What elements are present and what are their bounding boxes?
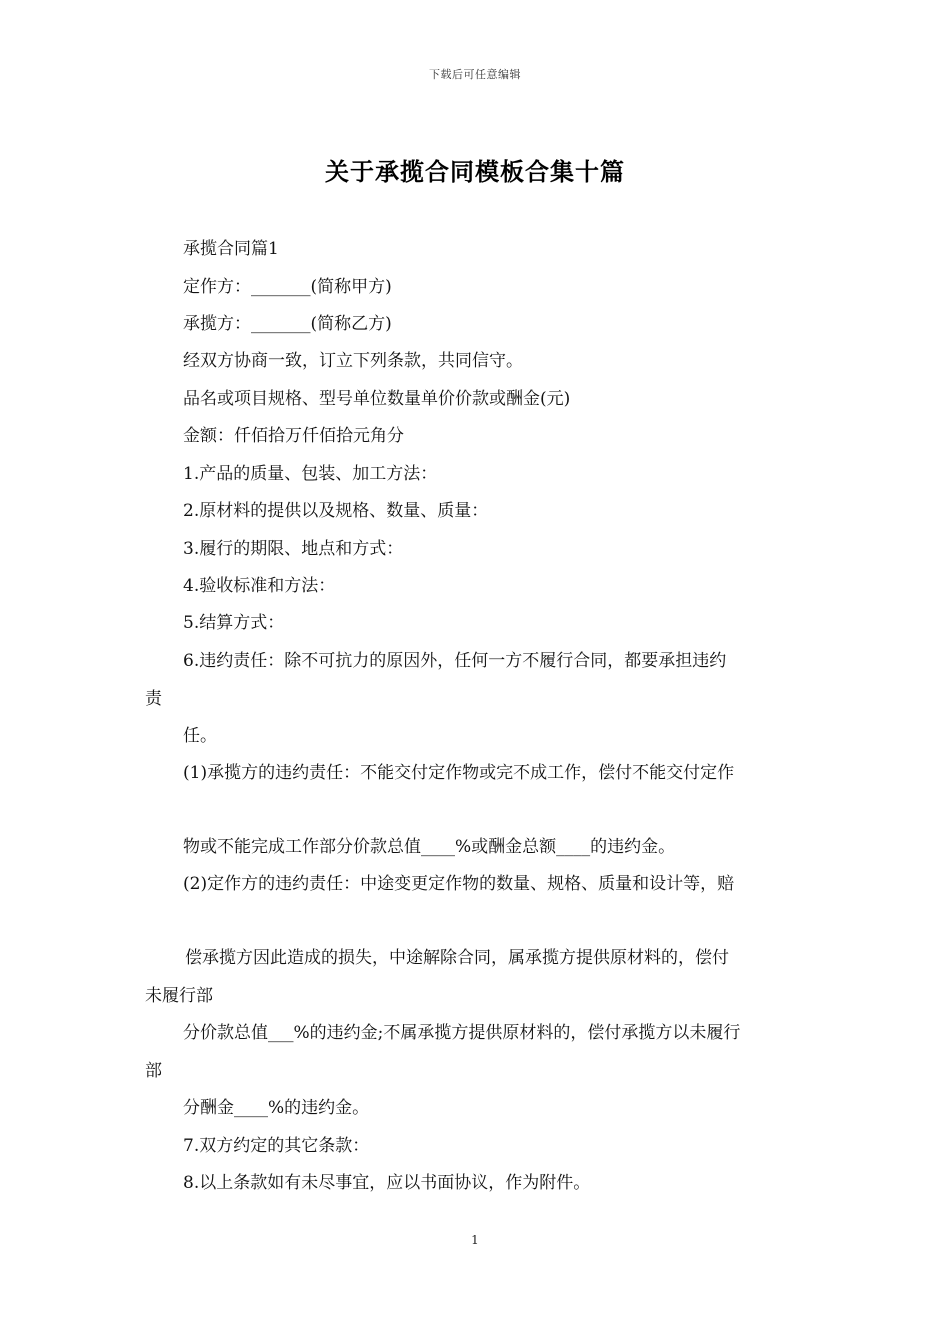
paragraph-line-wrap: 责	[145, 689, 162, 709]
header-note: 下载后可任意编辑	[429, 68, 521, 81]
page-number: 1	[471, 1233, 479, 1247]
paragraph-line: 定作方：_______(简称甲方)	[183, 277, 392, 297]
paragraph-line: (1)承揽方的违约责任：不能交付定作物或完不成工作，偿付不能交付定作	[183, 763, 735, 783]
paragraph-line: 分酬金____%的违约金。	[183, 1098, 370, 1118]
paragraph-line: 承揽方：_______(简称乙方)	[183, 314, 392, 334]
paragraph-line: 任。	[183, 726, 217, 746]
paragraph-line: 8.以上条款如有未尽事宜，应以书面协议，作为附件。	[183, 1173, 591, 1193]
paragraph-line: 1.产品的质量、包装、加工方法：	[183, 464, 438, 484]
paragraph-line-wrap: 部	[145, 1061, 162, 1081]
paragraph-line: 分价款总值___%的违约金;不属承揽方提供原材料的，偿付承揽方以未履行	[183, 1023, 741, 1043]
paragraph-line: 金额：仟佰拾万仟佰拾元角分	[183, 426, 404, 446]
paragraph-line: 经双方协商一致，订立下列条款，共同信守。	[183, 351, 523, 371]
paragraph-line-wrap: 未履行部	[145, 986, 213, 1006]
paragraph-line: (2)定作方的违约责任：中途变更定作物的数量、规格、质量和设计等，赔	[183, 874, 735, 894]
section-heading: 承揽合同篇1	[183, 239, 279, 259]
paragraph-line: 品名或项目规格、型号单位数量单价价款或酬金(元)	[183, 389, 571, 409]
paragraph-line: 7.双方约定的其它条款：	[183, 1136, 370, 1156]
paragraph-line: 物或不能完成工作部分价款总值____%或酬金总额____的违约金。	[183, 837, 676, 857]
paragraph-line: 3.履行的期限、地点和方式：	[183, 539, 404, 559]
paragraph-line: 6.违约责任：除不可抗力的原因外，任何一方不履行合同，都要承担违约	[183, 651, 727, 671]
paragraph-line: 4.验收标准和方法：	[183, 576, 336, 596]
paragraph-line: 2.原材料的提供以及规格、数量、质量：	[183, 501, 489, 521]
paragraph-line: 偿承揽方因此造成的损失，中途解除合同，属承揽方提供原材料的，偿付	[185, 948, 729, 968]
document-title: 关于承揽合同模板合集十篇	[325, 157, 625, 186]
paragraph-line: 5.结算方式：	[183, 613, 285, 633]
